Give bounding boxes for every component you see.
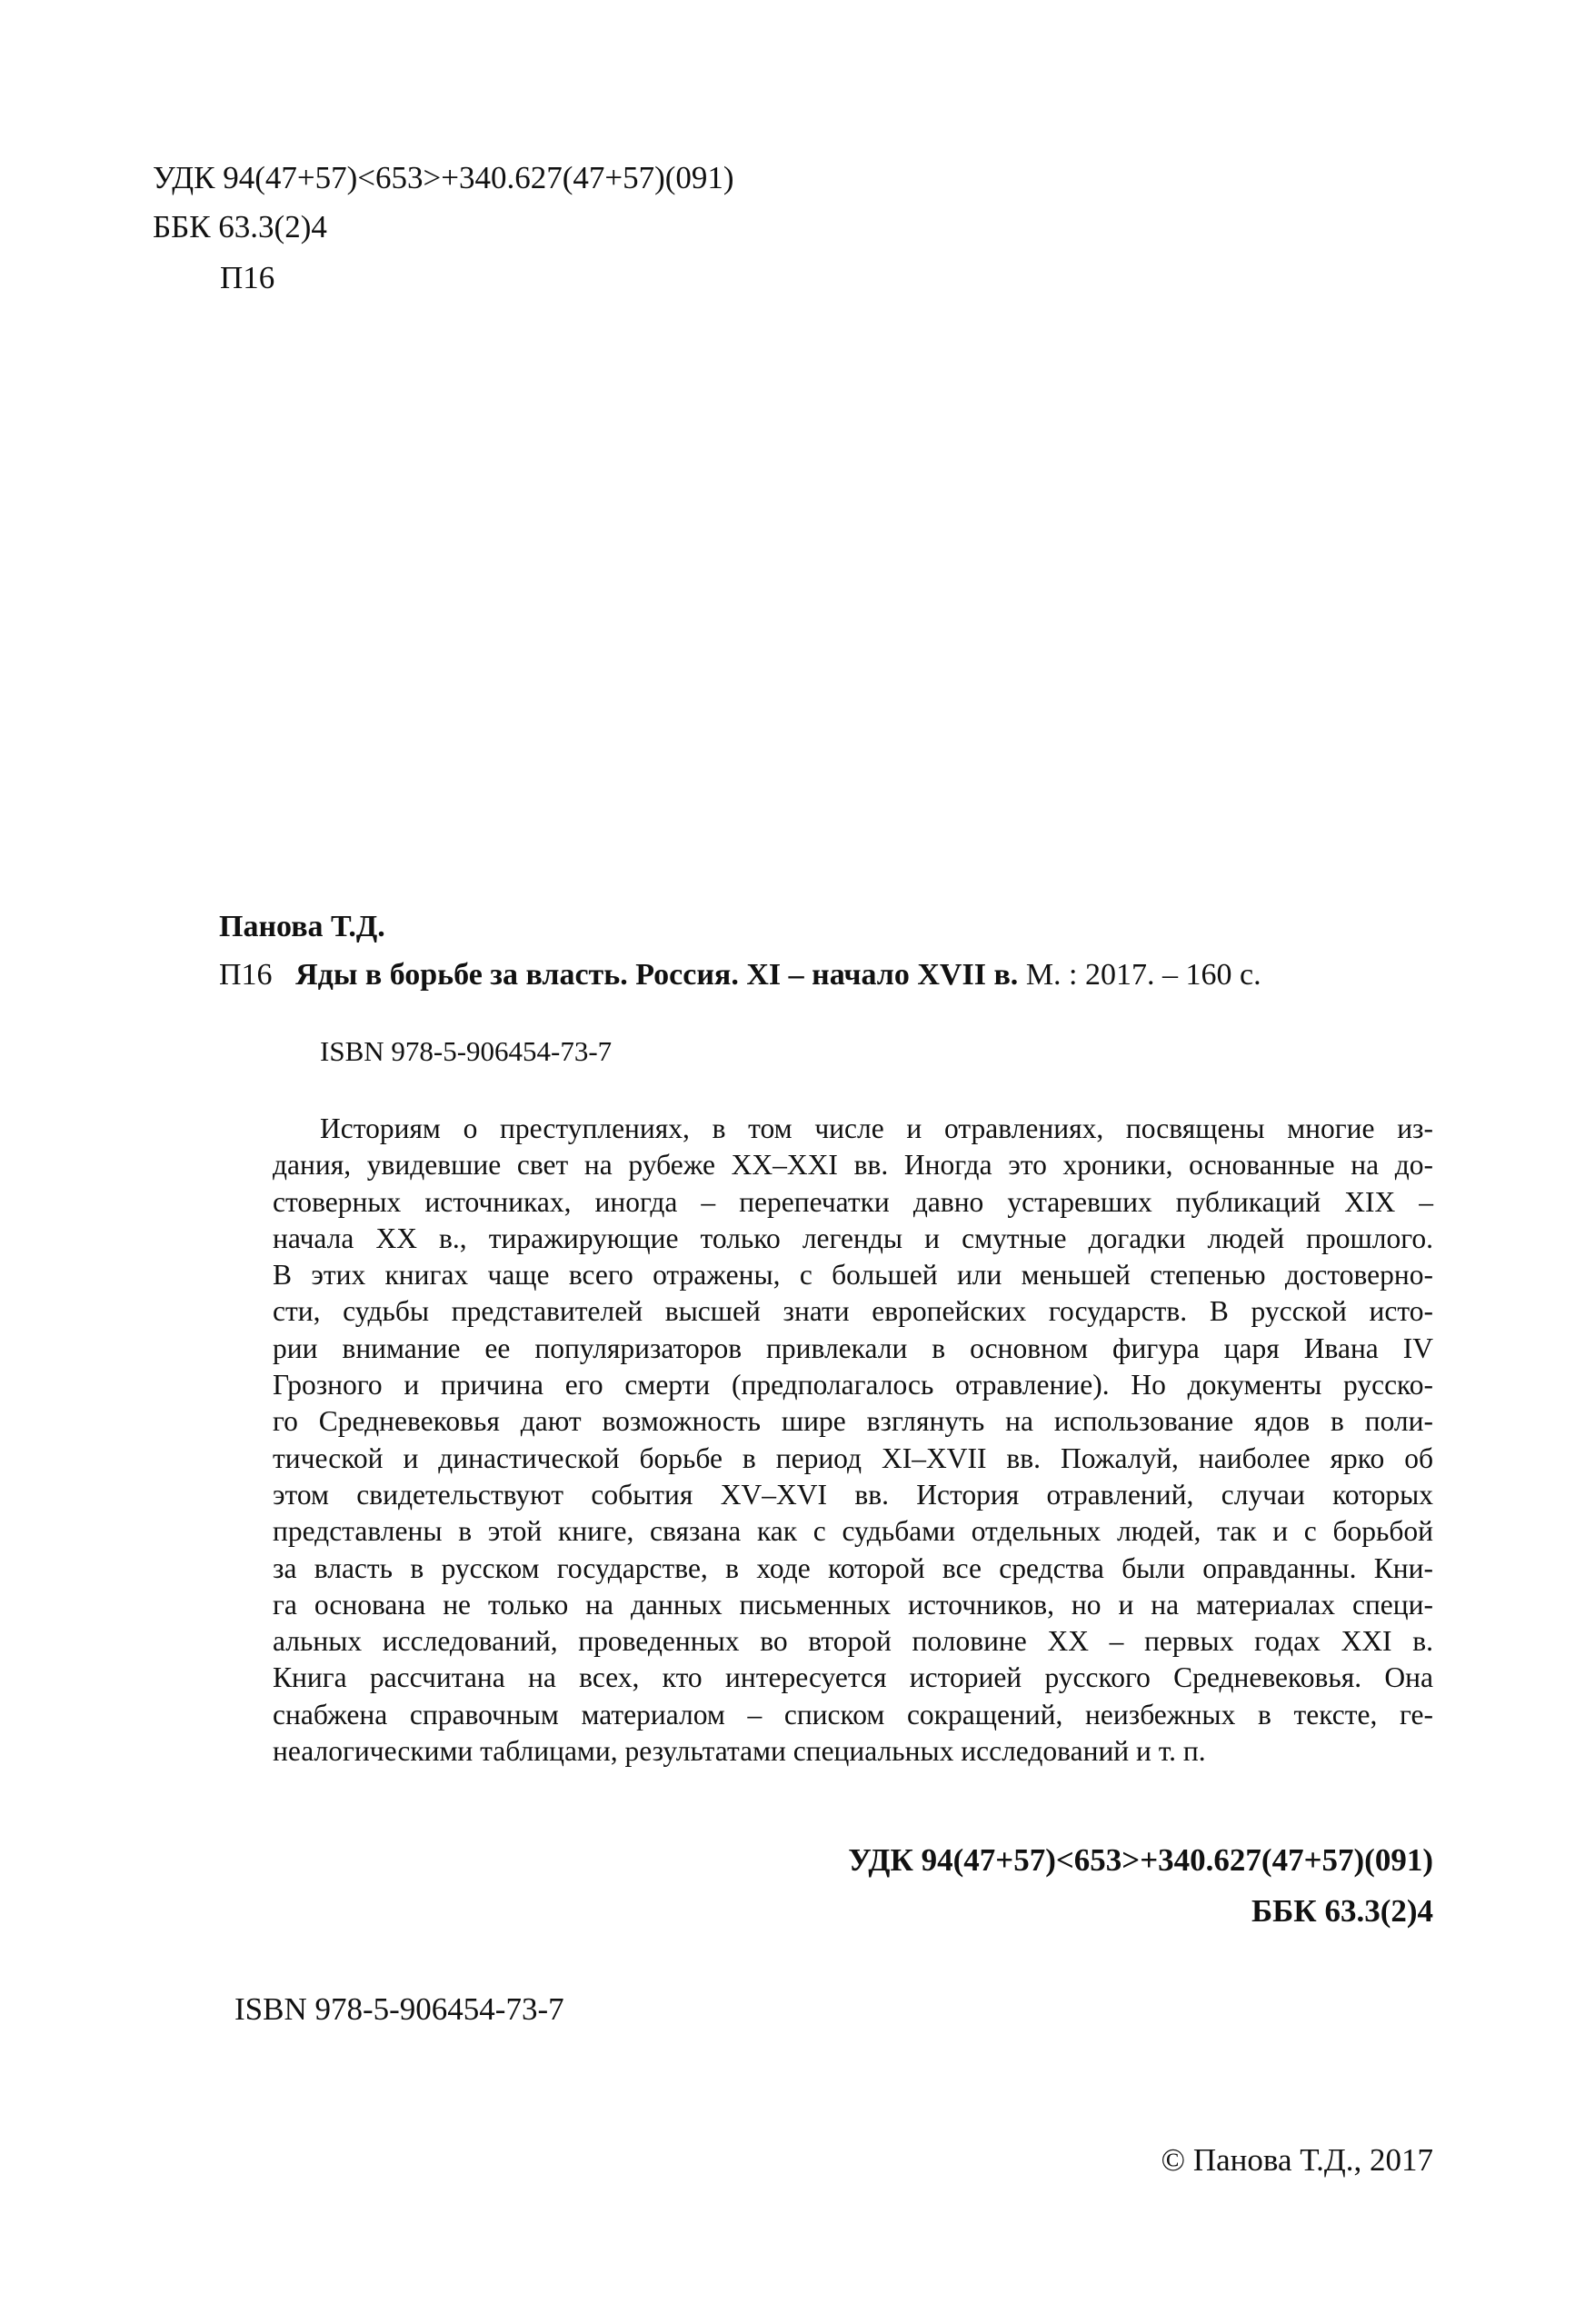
abstract-line: Историям о преступлениях, в том числе и отравлениях, посвящены многие из-	[320, 1112, 1433, 1144]
abstract-line: сти, судьбы представителей высшей знати европейских государств. В русской исто-	[273, 1295, 1433, 1328]
bbk-code-footer: ББК 63.3(2)4	[1251, 1893, 1433, 1929]
abstract-line: Грозного и причина его смерти (предполагалось отравление). Но документы русско-	[273, 1369, 1433, 1401]
abstract-line: В этих книгах чаще всего отражены, с большей или меньшей степенью достоверно-	[273, 1259, 1433, 1292]
abstract-line: представлены в этой книге, связана как с судьбами отдельных людей, так и с борьбой	[273, 1515, 1433, 1548]
udk-code-footer: УДК 94(47+57)<653>+340.627(47+57)(091)	[848, 1842, 1433, 1878]
abstract-line: га основана не только на данных письменных источников, но и на материалах специ-	[273, 1588, 1433, 1621]
imprint: М. : 2017. – 160 с.	[1018, 958, 1261, 992]
abstract-line: альных исследований, проведенных во второй половине XX – первых годах XXI в.	[273, 1625, 1433, 1658]
abstract-line: стоверных источниках, иногда – перепечатки давно устаревших публикаций XIX –	[273, 1185, 1433, 1218]
copyright: © Панова Т.Д., 2017	[1161, 2142, 1433, 2178]
isbn-footer: ISBN 978-5-906454-73-7	[234, 1991, 564, 2027]
bbk-code-top: ББК 63.3(2)4	[153, 209, 327, 244]
udk-code-top: УДК 94(47+57)<653>+340.627(47+57)(091)	[153, 160, 734, 195]
abstract-line: дания, увидевшие свет на рубеже XX–XXI вв. Иногда это хроники, основанные на до-	[273, 1149, 1433, 1182]
abstract-line: этом свидетельствуют события XV–XVI вв. История отравлений, случаи которых	[273, 1478, 1433, 1511]
abstract-line: рии внимание ее популяризаторов привлекали в основном фигура царя Ивана IV	[273, 1332, 1433, 1364]
abstract-line: начала XX в., тиражирующие только легенды и смутные догадки людей прошлого.	[273, 1222, 1433, 1254]
abstract-line: Книга рассчитана на всех, кто интересуется историей русского Средневековья. Она	[273, 1661, 1433, 1694]
abstract-line: снабжена справочным материалом – списком сокращений, неизбежных в тексте, ге-	[273, 1698, 1433, 1731]
author-mark-top: П16	[220, 260, 275, 295]
author-mark: П16	[219, 958, 273, 992]
abstract-line: тической и династической борьбе в период XI–XVII вв. Пожалуй, наиболее ярко об	[273, 1441, 1433, 1474]
abstract	[273, 1111, 1433, 1770]
abstract-line: неалогическими таблицами, результатами специальных исследований и т. п.	[273, 1735, 1206, 1768]
abstract-line: за власть в русском государстве, в ходе которой все средства были оправданны. Кни-	[273, 1551, 1433, 1584]
author-name: Панова Т.Д.	[219, 910, 385, 943]
isbn-record: ISBN 978-5-906454-73-7	[320, 1035, 613, 1067]
abstract-line: го Средневековья дают возможность шире взглянуть на использование ядов в поли-	[273, 1405, 1433, 1438]
book-title: Яды в борьбе за власть. Россия. XI – начало XVII в.	[295, 958, 1019, 992]
title-row	[219, 960, 1261, 991]
